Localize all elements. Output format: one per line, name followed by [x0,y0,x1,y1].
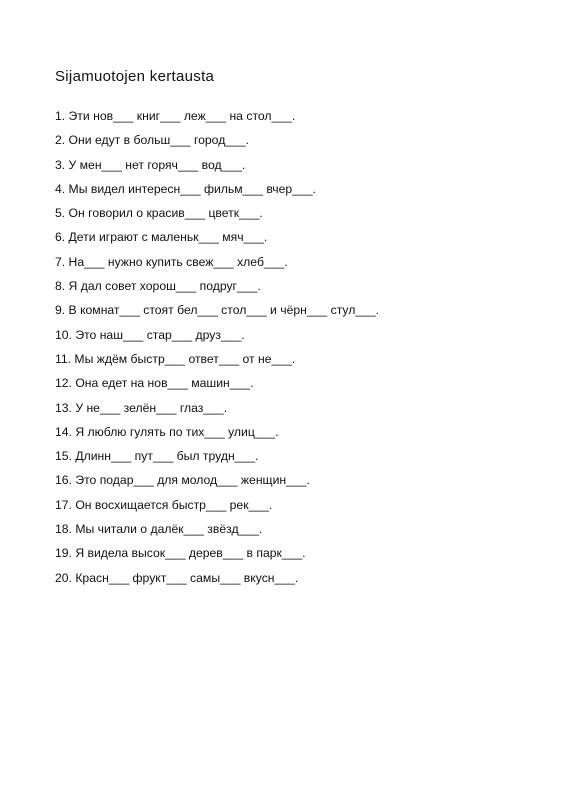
exercise-item-3: 3. У мен___ нет горяч___ вод___. [55,157,246,172]
exercise-item-10: 10. Это наш___ стар___ друз___. [55,327,245,342]
document-title: Sijamuotojen kertausta [55,68,215,85]
exercise-item-13: 13. У не___ зелён___ глаз___. [55,400,228,415]
exercise-item-6: 6. Дети играют с маленьк___ мяч___. [55,230,268,245]
exercise-item-15: 15. Длинн___ пут___ был трудн___. [55,449,259,464]
exercise-item-14: 14. Я люблю гулять по тих___ улиц___. [55,424,279,439]
exercise-list [55,104,379,590]
exercise-item-19: 19. Я видела высок___ дерев___ в парк___. [55,546,306,561]
exercise-item-1: 1. Эти нов___ книг___ леж___ на стол___. [55,109,296,123]
exercise-item-16: 16. Это подар___ для молод___ женщин___. [55,473,310,488]
exercise-item-20: 20. Красн___ фрукт___ самы___ вкусн___. [55,570,299,585]
exercise-item-5: 5. Он говорил о красив___ цветк___. [55,206,263,221]
exercise-item-9: 9. В комнат___ стоят бел___ стол___ и чёрн___ стул___. [55,303,380,318]
exercise-item-17: 17. Он восхищается быстр___ рек___. [55,497,273,512]
exercise-item-4: 4. Мы видел интересн___ фильм___ вчер___. [55,181,316,196]
exercise-item-7: 7. На___ нужно купить свеж___ хлеб___. [55,254,288,269]
exercise-item-18: 18. Мы читали о далёк___ звёзд___. [55,522,263,537]
exercise-item-12: 12. Она едет на нов___ машин___. [55,376,254,391]
exercise-item-2: 2. Они едут в больш___ город___. [55,133,250,148]
exercise-item-11: 11. Мы ждём быстр___ ответ___ от не___. [55,351,296,366]
exercise-item-8: 8. Я дал совет хорош___ подруг___. [55,279,261,294]
